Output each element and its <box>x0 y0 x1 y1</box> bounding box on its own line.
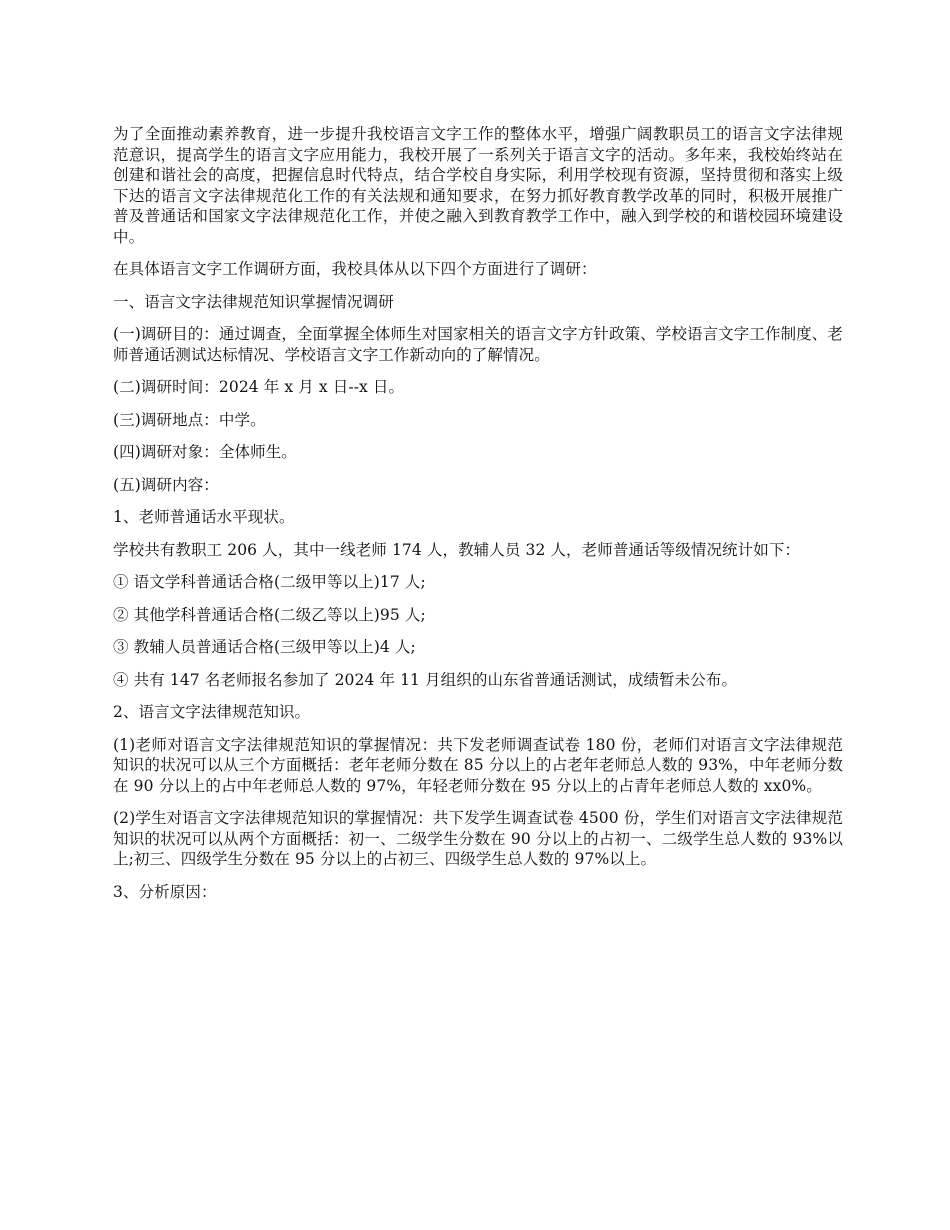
teacher-knowledge-paragraph: (1)老师对语言文字法律规范知识的掌握情况：共下发老师调查试卷 180 份，老师们对语言文字法律规范知识的状况可以从三个方面概括：老年老师分数在 85 分以上的占老年老师总人数的 93%，中年老师分数在 90 分以上的占中年老师总人数的 97%，年轻老师分数在 95 分以上的占青年老师总人数的 xx0%。 <box>113 735 843 795</box>
list-item: ③ 教辅人员普通话合格(三级甲等以上)4 人; <box>113 638 416 656</box>
student-knowledge-paragraph: (2)学生对语言文字法律规范知识的掌握情况：共下发学生调查试卷 4500 份，学生们对语言文字法律规范知识的状况可以从两个方面概括：初一、二级学生分数在 90 分以上的占初一、二级学生总人数的 93%以上;初三、四级学生分数在 95 分以上的占初三、四级学生总人数的 97%以上。 <box>113 809 843 868</box>
intro-paragraph: 为了全面推动素养教育，进一步提升我校语言文字工作的整体水平，增强广阔教职员工的语言文字法律规范意识，提高学生的语言文字应用能力，我校开展了一系列关于语言文字的活动。多年来，我校始终站在创建和谐社会的高度，把握信息时代特点，结合学校自身实际，利用学校现有资源，坚持贯彻和落实上级下达的语言文字法律规范化工作的有关法规和通知要求，在努力抓好教育教学改革的同时，积极开展推广普及普通话和国家文字法律规范化工作，并使之融入到教育教学工作中，融入到学校的和谐校园环境建设中。 <box>113 125 843 246</box>
survey-purpose: (一)调研目的：通过调查，全面掌握全体师生对国家相关的语言文字方针政策、学校语言文字工作制度、老师普通话测试达标情况、学校语言文字工作新动向的了解情况。 <box>113 325 843 364</box>
list-item: ② 其他学科普通话合格(二级乙等以上)95 人; <box>113 605 426 624</box>
subheading-legal-knowledge: 2、语言文字法律规范知识。 <box>113 703 311 721</box>
list-item: ④ 共有 147 名老师报名参加了 2024 年 11 月组织的山东省普通话测试，成绩暂未公布。 <box>113 670 738 689</box>
section-heading-1: 一、语言文字法律规范知识掌握情况调研 <box>113 292 394 311</box>
survey-location: (三)调研地点：中学。 <box>113 410 266 429</box>
subheading-teacher-mandarin: 1、老师普通话水平现状。 <box>113 508 295 526</box>
list-item: ① 语文学科普通话合格(二级甲等以上)17 人; <box>113 573 426 591</box>
survey-subjects: (四)调研对象：全体师生。 <box>113 443 297 461</box>
survey-aspects-paragraph: 在具体语言文字工作调研方面，我校具体从以下四个方面进行了调研： <box>113 260 597 278</box>
survey-content-heading: (五)调研内容： <box>113 475 219 494</box>
staff-statistics-paragraph: 学校共有教职工 206 人，其中一线老师 174 人，教辅人员 32 人，老师普通话等级情况统计如下： <box>113 540 801 559</box>
subheading-analysis: 3、分析原因： <box>113 882 217 901</box>
survey-time: (二)调研时间：2024 年 x 月 x 日--x 日。 <box>113 378 405 396</box>
document-page <box>113 124 843 914</box>
